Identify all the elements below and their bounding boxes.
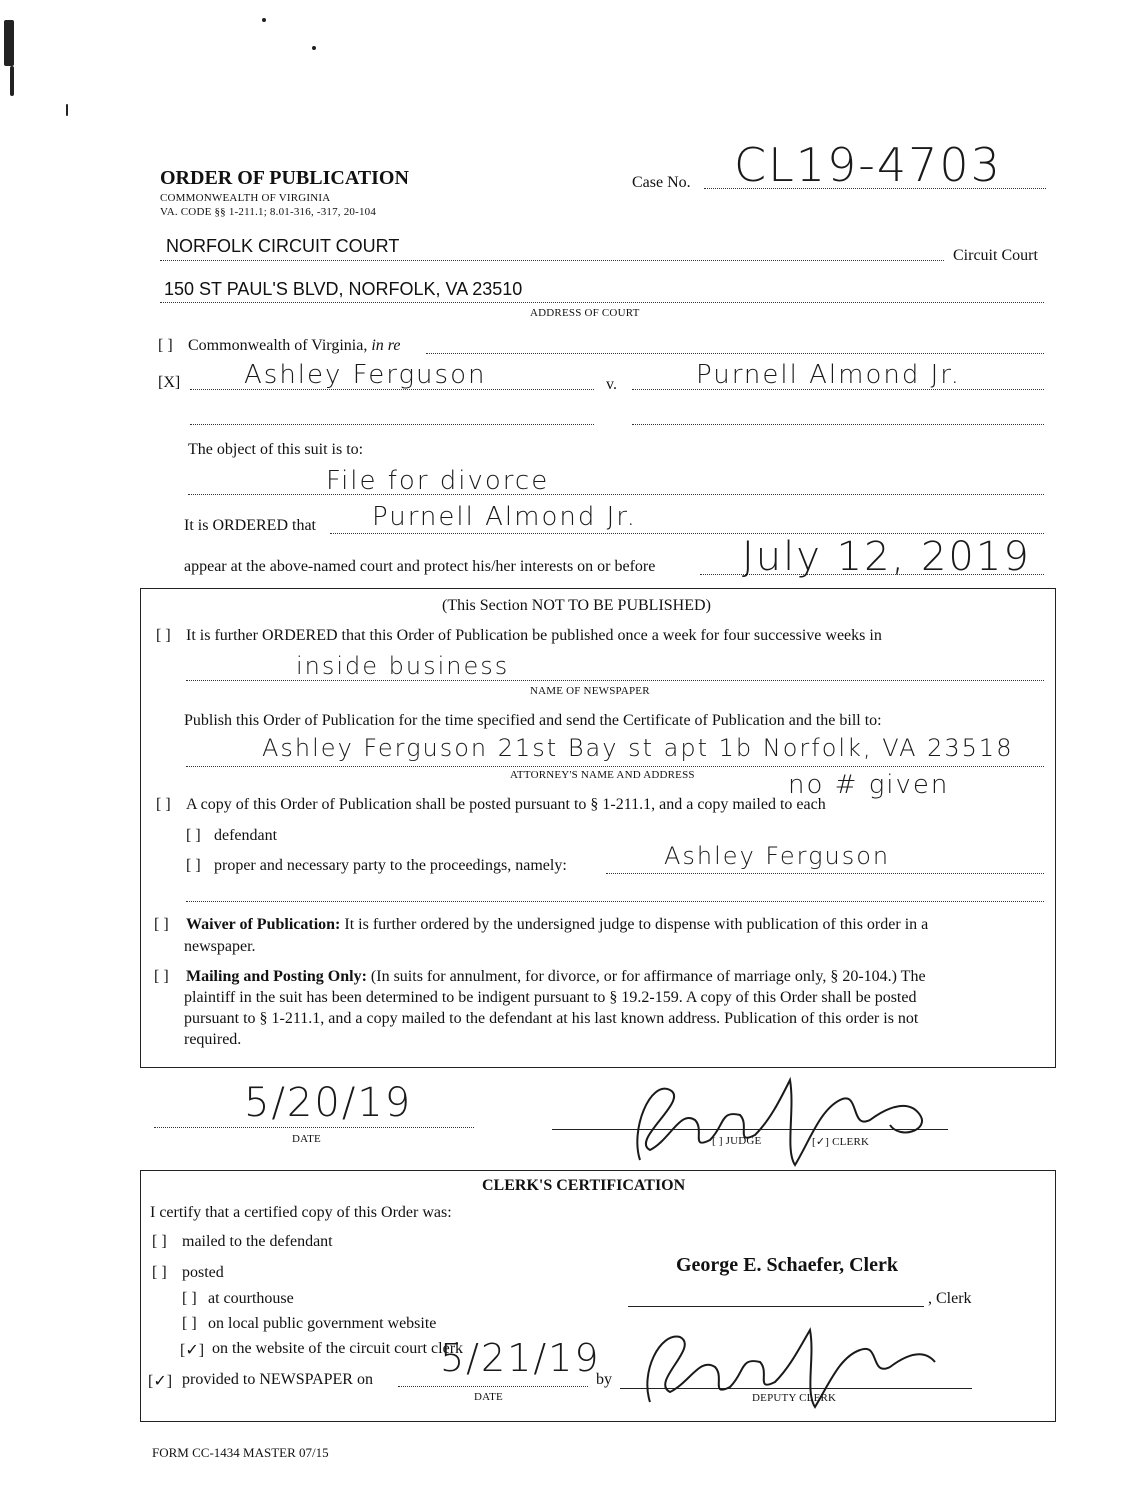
circuit-website-checkbox[interactable]: [✓] [180, 1342, 205, 1359]
clerk-name: George E. Schaefer, Clerk [676, 1254, 898, 1276]
publish-weekly-text: It is further ORDERED that this Order of Publication be published once a week for four successive weeks in [186, 627, 882, 644]
scan-mark [10, 66, 14, 96]
plaintiff-line-2 [190, 424, 594, 425]
defendant-checkbox[interactable]: [ ] [186, 827, 201, 844]
newspaper-date-caption: DATE [474, 1391, 503, 1403]
local-website-checkbox[interactable]: [ ] [182, 1315, 197, 1332]
newspaper-line [186, 680, 1044, 681]
object-label: The object of this suit is to: [188, 441, 364, 458]
subtitle-commonwealth: COMMONWEALTH OF VIRGINIA [160, 192, 331, 204]
versus-checkbox[interactable]: [X] [158, 374, 181, 391]
versus-label: v. [606, 376, 617, 393]
party-line [606, 873, 1044, 874]
clerk-name-line [628, 1306, 924, 1307]
copy-posted-text: A copy of this Order of Publication shall be posted pursuant to § 1-211.1, and a copy mailed to each [186, 796, 826, 813]
scan-mark [66, 104, 68, 116]
commonwealth-label: Commonwealth of Virginia, in re [188, 337, 401, 354]
scan-mark [312, 46, 316, 50]
local-website-label: on local public government website [208, 1315, 437, 1332]
circuit-website-label: on the website of the circuit court clerk [212, 1340, 464, 1357]
no-number-given-note: no # given [788, 770, 950, 800]
mailed-label: mailed to the defendant [182, 1233, 333, 1250]
appear-date: July 12, 2019 [742, 534, 1031, 580]
commonwealth-checkbox[interactable]: [ ] [158, 337, 173, 354]
defendant-text: defendant [214, 827, 278, 844]
court-name: NORFOLK CIRCUIT COURT [166, 236, 400, 256]
court-address-line [160, 302, 1044, 303]
newspaper-checkbox[interactable]: [✓] [148, 1373, 173, 1390]
certification-heading: CLERK'S CERTIFICATION [482, 1177, 686, 1194]
scan-mark [262, 18, 266, 22]
ordered-name: Purnell Almond Jr. [372, 502, 637, 532]
mailing-text-3: pursuant to § 1-211.1, and a copy mailed to the defendant at his last known address. Publication of this order is not [184, 1010, 919, 1027]
certification-intro: I certify that a certified copy of this Order was: [150, 1204, 452, 1221]
case-number-label: Case No. [632, 174, 691, 191]
waiver-checkbox[interactable]: [ ] [154, 916, 169, 933]
form-id: FORM CC-1434 MASTER 07/15 [152, 1445, 329, 1460]
object-value: File for divorce [326, 466, 550, 496]
posted-checkbox[interactable]: [ ] [152, 1264, 167, 1281]
court-name-line [160, 260, 944, 261]
courthouse-checkbox[interactable]: [ ] [182, 1290, 197, 1307]
case-number-value: CL19-4703 [734, 138, 1002, 192]
signature-date-caption: DATE [292, 1133, 321, 1145]
party-name: Ashley Ferguson [664, 842, 891, 870]
attorney-name-address: Ashley Ferguson 21st Bay st apt 1b Norfolk, VA 23518 [262, 734, 1014, 762]
circuit-court-suffix: Circuit Court [953, 247, 1038, 264]
newspaper-date-line [398, 1386, 588, 1387]
posted-label: posted [182, 1264, 224, 1281]
newspaper-name: inside business [296, 652, 510, 680]
page-title: ORDER OF PUBLICATION [160, 167, 409, 189]
object-line [188, 494, 1044, 495]
plaintiff-name: Ashley Ferguson [244, 360, 487, 390]
signature-date-line [154, 1127, 474, 1128]
clerk-caption: [✓] CLERK [812, 1136, 870, 1148]
clerk-suffix: , Clerk [928, 1290, 972, 1307]
address-caption: ADDRESS OF COURT [530, 307, 640, 319]
party-line-2 [186, 901, 1044, 902]
newspaper-label: provided to NEWSPAPER on [182, 1371, 373, 1388]
judge-caption: [ ] JUDGE [712, 1135, 762, 1147]
deputy-clerk-caption: DEPUTY CLERK [752, 1392, 837, 1404]
by-label: by [596, 1371, 612, 1388]
not-published-heading: (This Section NOT TO BE PUBLISHED) [442, 597, 711, 614]
attorney-caption: ATTORNEY'S NAME AND ADDRESS [510, 769, 695, 781]
mailing-checkbox[interactable]: [ ] [154, 968, 169, 985]
party-checkbox[interactable]: [ ] [186, 857, 201, 874]
copy-posted-checkbox[interactable]: [ ] [156, 796, 171, 813]
signature-date: 5/20/19 [244, 1080, 413, 1126]
party-text: proper and necessary party to the proceedings, namely: [214, 857, 567, 874]
appear-text: appear at the above-named court and protect his/her interests on or before [184, 558, 656, 575]
subtitle-code: VA. CODE §§ 1-211.1; 8.01-316, -317, 20-104 [160, 206, 377, 218]
defendant-name: Purnell Almond Jr. [696, 360, 961, 390]
in-re-line [426, 353, 1044, 354]
waiver-text-2: newspaper. [184, 938, 256, 955]
mailing-text-2: plaintiff in the suit has been determined to be indigent pursuant to § 19.2-159. A copy of this Order shall be posted [184, 989, 917, 1006]
mailed-checkbox[interactable]: [ ] [152, 1233, 167, 1250]
courthouse-label: at courthouse [208, 1290, 294, 1307]
mailing-text-4: required. [184, 1031, 242, 1048]
publish-weekly-checkbox[interactable]: [ ] [156, 627, 171, 644]
attorney-line [186, 766, 1044, 767]
ordered-label: It is ORDERED that [184, 517, 316, 534]
clerk-signature [610, 1070, 950, 1170]
court-address: 150 ST PAUL'S BLVD, NORFOLK, VA 23510 [164, 279, 523, 299]
mailing-text-1: Mailing and Posting Only: (In suits for annulment, for divorce, or for affirmance of marriage only, § 20-104.) The [186, 968, 926, 985]
waiver-text: Waiver of Publication: It is further ordered by the undersigned judge to dispense with publication of this order in a [186, 916, 929, 933]
defendant-line-2 [632, 424, 1044, 425]
scan-mark [4, 20, 14, 66]
newspaper-date: 5/21/19 [440, 1336, 601, 1380]
newspaper-caption: NAME OF NEWSPAPER [530, 685, 650, 697]
publish-bill-text: Publish this Order of Publication for the time specified and send the Certificate of Publication and the bill to: [184, 712, 882, 729]
